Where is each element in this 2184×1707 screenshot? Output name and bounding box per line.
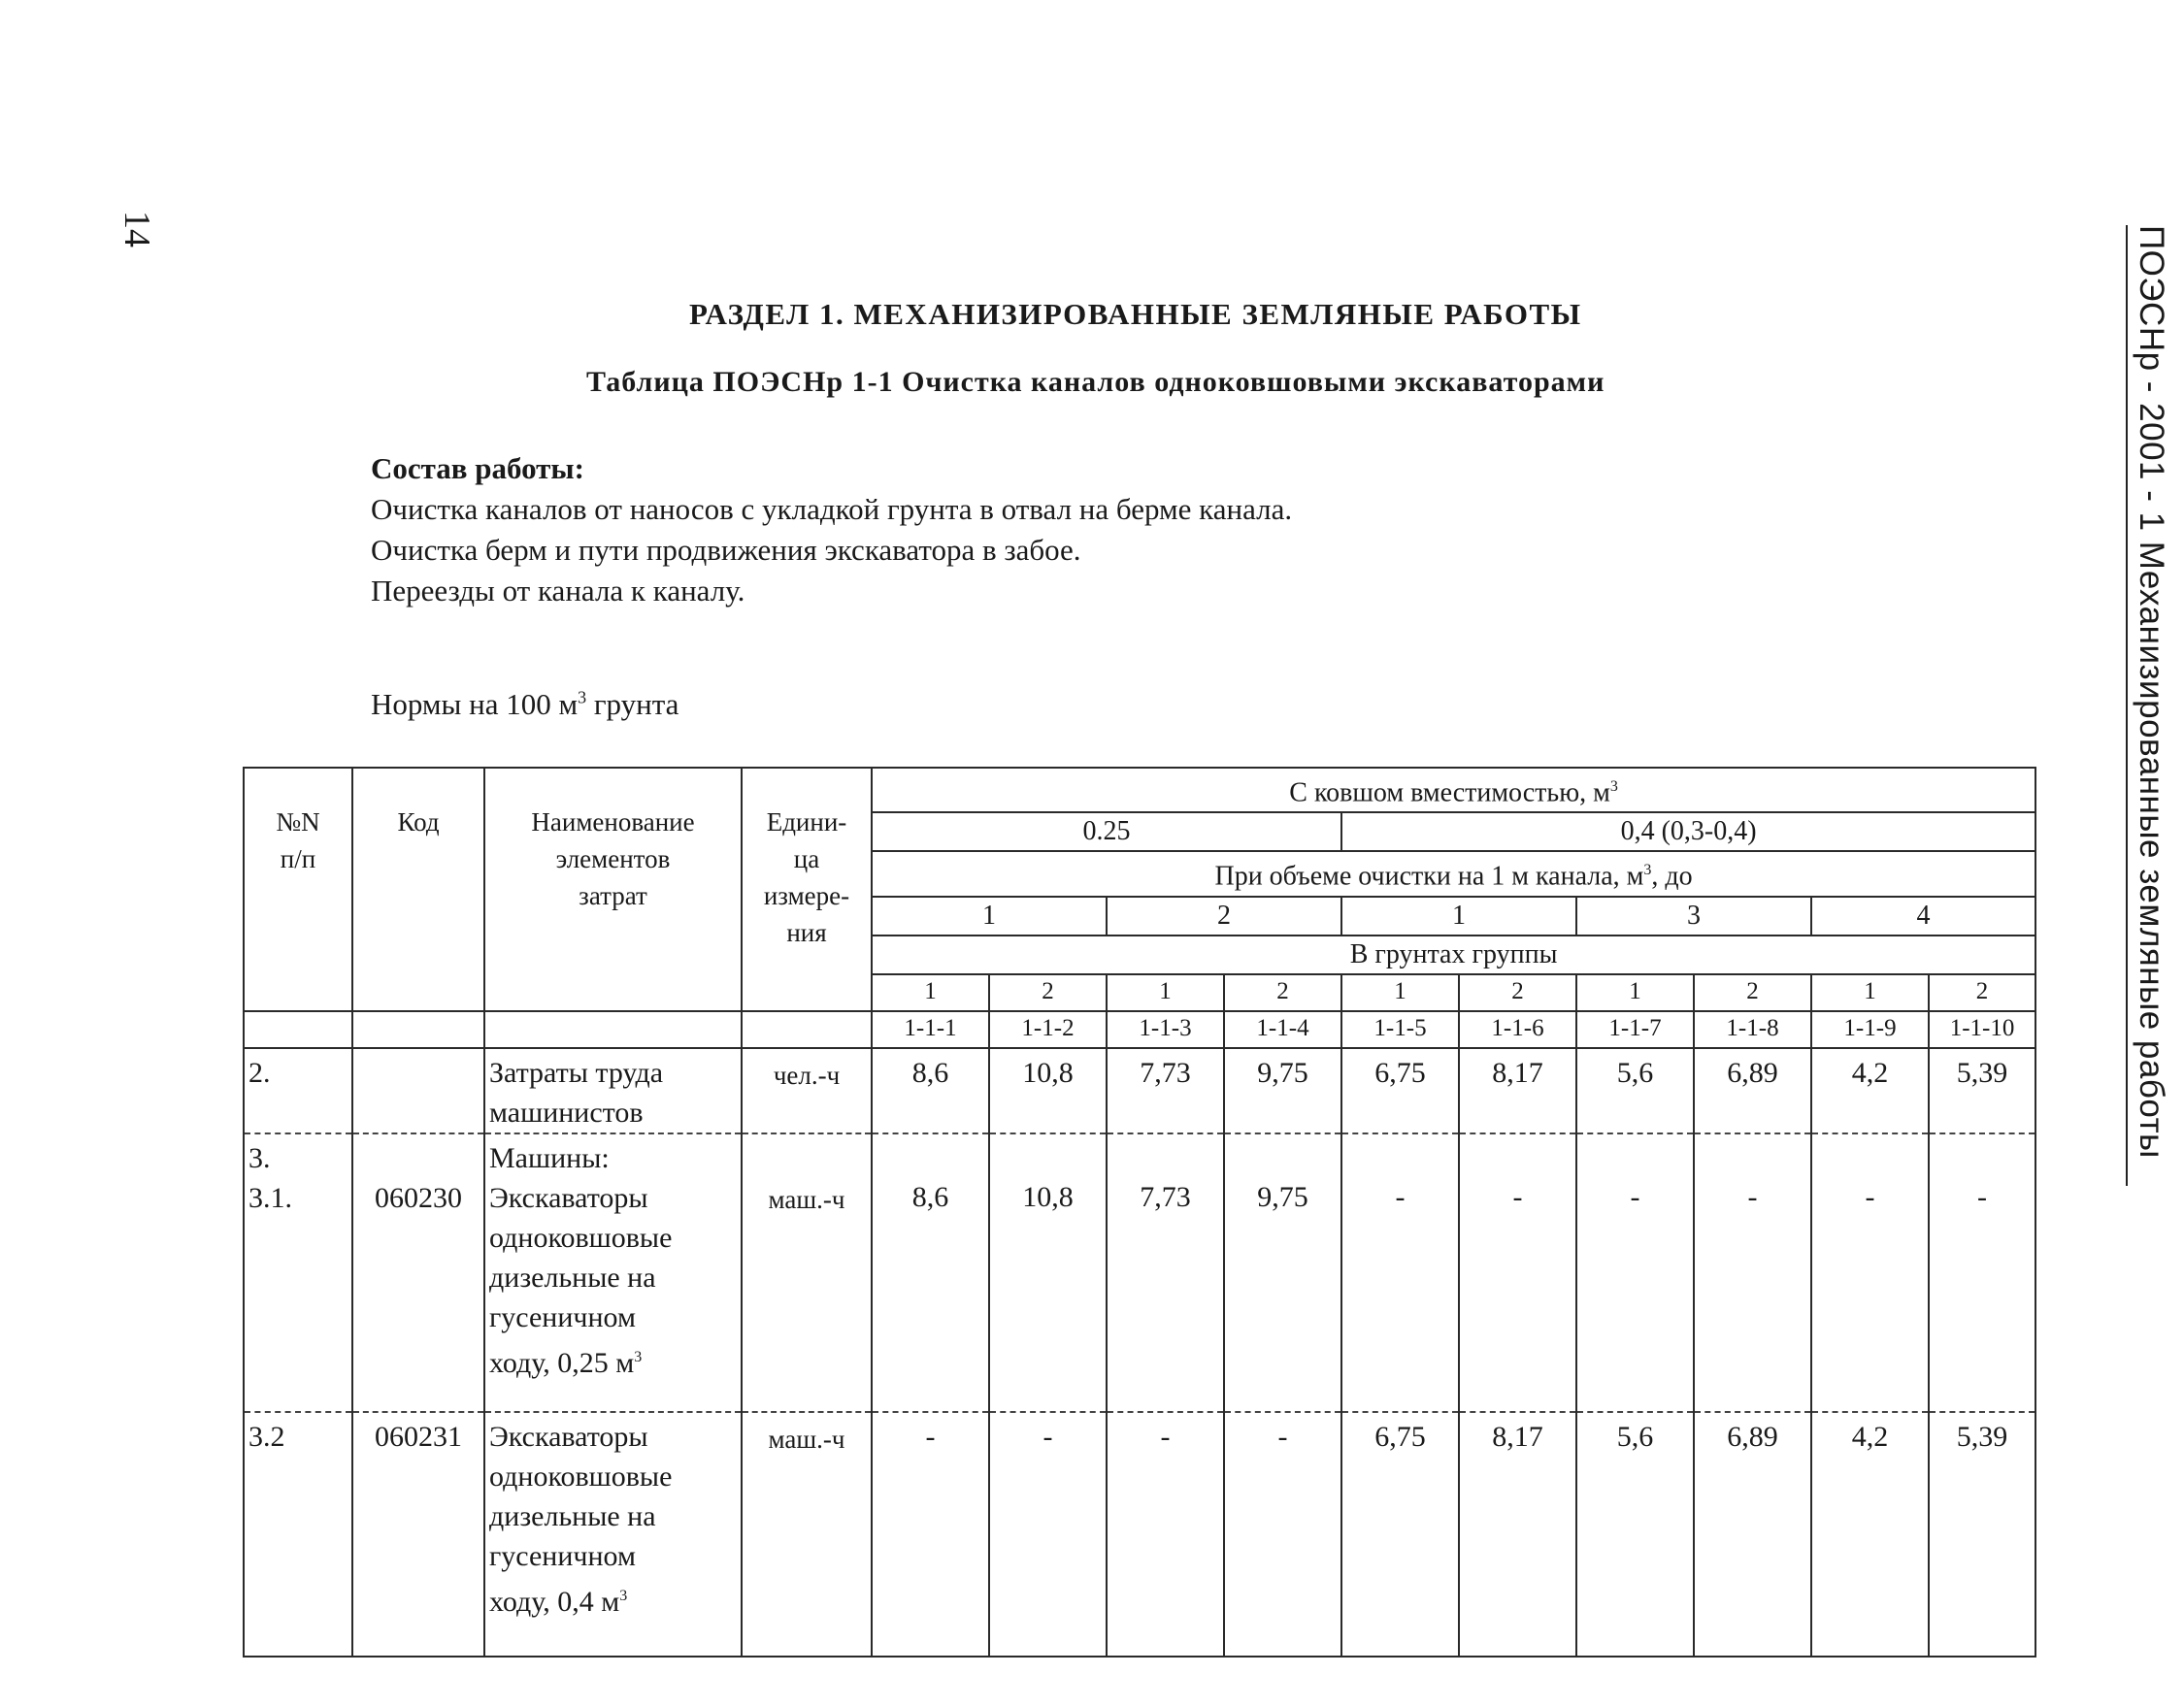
row-value: -	[1224, 1412, 1341, 1657]
header-soil-groups: В грунтах группы	[872, 936, 2035, 974]
header-soil-group: 2	[1459, 974, 1576, 1011]
row-code	[352, 1048, 484, 1133]
table-row	[244, 1412, 2035, 1657]
composition-line: Переезды от канала к каналу.	[371, 574, 745, 607]
row-value: 5,6	[1576, 1048, 1694, 1133]
row-value: 8,17	[1459, 1412, 1576, 1657]
row-value: 4,2	[1811, 1048, 1929, 1133]
header-capacity-group: 0,4 (0,3-0,4)	[1341, 812, 2035, 851]
norms-text: Нормы на 100 м	[371, 687, 579, 721]
row-value: 5,39	[1929, 1048, 2035, 1133]
header-volume-value: 3	[1576, 897, 1811, 936]
row-value: 6,75	[1341, 1048, 1459, 1133]
header-norm-code: 1-1-2	[989, 1011, 1107, 1048]
header-unit: Едини- ца измере- ния	[742, 768, 872, 1011]
header-cost-element-name: Наименование элементов затрат	[484, 768, 742, 1011]
norms-table	[243, 767, 2036, 1658]
header-soil-group: 1	[1107, 974, 1224, 1011]
row-unit: маш.-ч	[742, 1133, 872, 1412]
row-number: 3.2	[244, 1412, 352, 1657]
header-cleaning-volume: При объеме очистки на 1 м канала, $м^3$, до	[872, 851, 2035, 896]
section-title: РАЗДЕЛ 1. МЕХАНИЗИРОВАННЫЕ ЗЕМЛЯНЫЕ РАБОТЫ	[689, 297, 1582, 331]
row-name: Машины: Экскаваторы одноковшовые дизельные на гусеничном ходу, 0,25 $м^3$	[484, 1133, 742, 1412]
header-capacity-group: 0.25	[872, 812, 1341, 851]
row-value: 5,39	[1929, 1412, 2035, 1657]
header-norm-code: 1-1-10	[1929, 1011, 2035, 1048]
header-volume-value: 1	[1341, 897, 1576, 936]
row-unit: маш.-ч	[742, 1412, 872, 1657]
table-row	[244, 1133, 2035, 1412]
row-value: 7,73	[1107, 1133, 1224, 1412]
norms-unit-sup: 3	[578, 687, 587, 707]
header-soil-group: 1	[1576, 974, 1694, 1011]
header-norm-code: 1-1-6	[1459, 1011, 1576, 1048]
header-volume-value: 4	[1811, 897, 2035, 936]
table-title: Таблица ПОЭСНр 1-1 Очистка каналов одноковшовыми экскаваторами	[586, 366, 1605, 398]
header-soil-group: 2	[989, 974, 1107, 1011]
header-cell	[484, 1011, 742, 1048]
row-value: -	[1576, 1133, 1694, 1412]
row-value: -	[1341, 1133, 1459, 1412]
header-soil-group: 1	[872, 974, 989, 1011]
row-value: 8,17	[1459, 1048, 1576, 1133]
row-code: 060230	[352, 1133, 484, 1412]
row-value: 6,75	[1341, 1412, 1459, 1657]
header-norm-code: 1-1-3	[1107, 1011, 1224, 1048]
header-bucket-capacity: С ковшом вместимостью, $м^3$	[872, 768, 2035, 812]
row-value: -	[1107, 1412, 1224, 1657]
row-value: 6,89	[1694, 1048, 1811, 1133]
header-soil-group: 2	[1224, 974, 1341, 1011]
row-value: -	[1459, 1133, 1576, 1412]
row-name: Затраты труда машинистов	[484, 1048, 742, 1133]
header-cell	[352, 1011, 484, 1048]
header-soil-group: 1	[1811, 974, 1929, 1011]
header-norm-code: 1-1-1	[872, 1011, 989, 1048]
row-value: 8,6	[872, 1133, 989, 1412]
row-value: 9,75	[1224, 1133, 1341, 1412]
composition-line: Очистка берм и пути продвижения экскаватора в забое.	[371, 533, 1081, 567]
row-number: 2.	[244, 1048, 352, 1133]
row-value: -	[1694, 1133, 1811, 1412]
composition-line: Очистка каналов от наносов с укладкой грунта в отвал на берме канала.	[371, 492, 1293, 526]
row-value: 10,8	[989, 1133, 1107, 1412]
norms-suffix: грунта	[586, 687, 679, 721]
row-value: -	[872, 1412, 989, 1657]
row-name: Экскаваторы одноковшовые дизельные на гусеничном ходу, 0,4 $м^3$	[484, 1412, 742, 1657]
row-value: 7,73	[1107, 1048, 1224, 1133]
header-volume-value: 2	[1107, 897, 1341, 936]
row-code: 060231	[352, 1412, 484, 1657]
composition-heading: Состав работы:	[371, 451, 584, 485]
header-norm-code: 1-1-5	[1341, 1011, 1459, 1048]
header-cell	[742, 1011, 872, 1048]
header-norm-code: 1-1-4	[1224, 1011, 1341, 1048]
row-value: 8,6	[872, 1048, 989, 1133]
row-value: 10,8	[989, 1048, 1107, 1133]
row-value: 6,89	[1694, 1412, 1811, 1657]
norms-caption	[371, 687, 678, 722]
row-value: 5,6	[1576, 1412, 1694, 1657]
row-value: 9,75	[1224, 1048, 1341, 1133]
row-number: 3. 3.1.	[244, 1133, 352, 1412]
header-code: Код	[352, 768, 484, 1011]
header-volume-value: 1	[872, 897, 1107, 936]
row-value: 4,2	[1811, 1412, 1929, 1657]
header-soil-group: 2	[1694, 974, 1811, 1011]
table-row	[244, 1048, 2035, 1133]
row-unit: чел.-ч	[742, 1048, 872, 1133]
header-cell	[244, 1011, 352, 1048]
header-number: №N п/п	[244, 768, 352, 1011]
work-composition	[371, 448, 1292, 611]
side-running-title: ПОЭСНр - 2001 - 1 Механизированные земляные работы	[2126, 225, 2170, 1186]
page-number: 14	[116, 211, 157, 247]
row-value: -	[989, 1412, 1107, 1657]
header-norm-code: 1-1-7	[1576, 1011, 1694, 1048]
header-soil-group: 2	[1929, 974, 2035, 1011]
header-norm-code: 1-1-9	[1811, 1011, 1929, 1048]
header-soil-group: 1	[1341, 974, 1459, 1011]
row-value: -	[1811, 1133, 1929, 1412]
header-norm-code: 1-1-8	[1694, 1011, 1811, 1048]
row-value: -	[1929, 1133, 2035, 1412]
